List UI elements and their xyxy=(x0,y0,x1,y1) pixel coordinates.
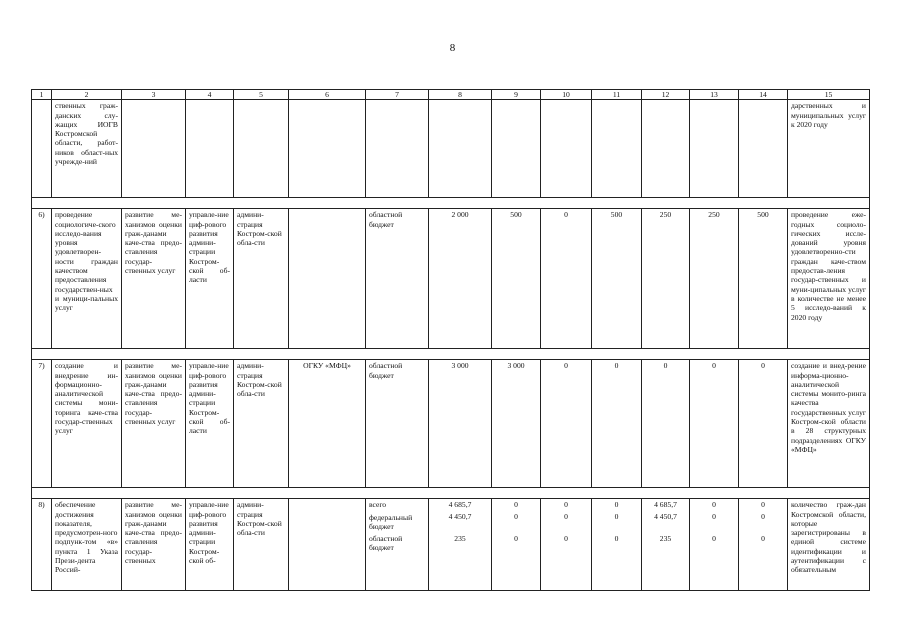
funding-year: 250 xyxy=(642,209,690,349)
continuation-name: ственных граж-данских слу-жащих ИОГВ Костромской области, работ-ников област-ных учрежде-ний xyxy=(52,100,122,198)
funding-year: 235 xyxy=(659,533,672,543)
header-cell: 2 xyxy=(52,90,122,100)
funding-source-cell xyxy=(366,499,429,591)
funding-source: областной бюджет xyxy=(366,360,429,488)
header-cell: 8 xyxy=(429,90,492,100)
continuation-row xyxy=(32,100,870,198)
responsible-body: управле-ние циф-рового развития админи-страции Костром-ской об- xyxy=(186,499,234,591)
funding-total: 2 000 xyxy=(429,209,492,349)
funding-source: областной бюджет xyxy=(366,209,429,349)
measure-direction: развитие ме-ханизмов оценки граж-данами каче-ства предо-ставления государ-ственных xyxy=(122,499,186,591)
header-cell: 12 xyxy=(642,90,690,100)
expected-result: количество граж-дан Костромской области, которые зарегистрированы в единой системе идентификации и аутентификации с обязательным xyxy=(788,499,870,591)
funding-source: федеральный бюджет xyxy=(369,512,413,531)
header-cell: 7 xyxy=(366,90,429,100)
funding-total-cell xyxy=(429,499,492,591)
funding-year: 4 450,7 xyxy=(654,511,677,521)
header-cell: 10 xyxy=(541,90,592,100)
funding-year: 0 xyxy=(712,511,716,521)
header-cell: 14 xyxy=(739,90,788,100)
funding-year: 0 xyxy=(514,511,518,521)
funding-total: 235 xyxy=(454,533,466,543)
row-number: 8) xyxy=(32,499,52,591)
funding-year: 0 xyxy=(614,533,619,543)
funding-year: 0 xyxy=(564,500,568,510)
row-number: 6) xyxy=(32,209,52,349)
measure-name: проведение социологиче-ского исследо-вания уровня удовлетворен-ности граждан качеством предоставления государствен-ных и муници-пальных услуг xyxy=(52,209,122,349)
funding-year: 250 xyxy=(690,209,739,349)
funding-year: 0 xyxy=(739,360,788,488)
funding-year: 0 xyxy=(761,500,765,510)
measure-name: создание и внедрение ин-формационно-аналитической системы мони-торинга каче-ства государ-ственных услуг xyxy=(52,360,122,488)
funding-total: 3 000 xyxy=(429,360,492,488)
header-cell: 5 xyxy=(234,90,289,100)
expected-result: создание и внед-рение информа-ционно-аналитической системы монито-ринга качества государственных услуг Костром-ской области в 28 структурных подразделениях ОГКУ «МФЦ» xyxy=(788,360,870,488)
funding-year: 0 xyxy=(712,533,716,543)
expected-result: проведение еже-годных социоло-гических иссле-дований уровня удовлетворенно-сти граждан каче-ством предостав-ления государ-ственных и муни-ципальных услуг в количестве не менее 5 исследо-ваний к 2020 году xyxy=(788,209,870,349)
funding-source: областной бюджет xyxy=(369,534,403,553)
funding-year: 0 xyxy=(642,360,690,488)
responsible-body: управле-ние циф-рового развития админи-страции Костром-ской об-ласти xyxy=(186,360,234,488)
funding-year: 0 xyxy=(690,360,739,488)
funding-year: 0 xyxy=(514,500,518,510)
measure-name: обеспечение достижения показателя, предусмотрен-ного подпунк-том «в» пункта 1 Указа Прези-дента Россий- xyxy=(52,499,122,591)
funding-year: 0 xyxy=(564,533,568,543)
partner: ОГКУ «МФЦ» xyxy=(289,360,366,488)
executor: админи-страция Костром-ской обла-сти xyxy=(234,360,289,488)
funding-total: 4 450,7 xyxy=(448,511,472,521)
row-number: 7) xyxy=(32,360,52,488)
header-row xyxy=(32,90,870,100)
funding-year: 0 xyxy=(541,209,592,349)
partner xyxy=(289,209,366,349)
funding-year: 0 xyxy=(541,360,592,488)
header-cell: 11 xyxy=(592,90,642,100)
executor: админи-страция Костром-ской обла-сти xyxy=(234,209,289,349)
header-cell: 3 xyxy=(122,90,186,100)
funding-year: 0 xyxy=(761,533,765,543)
measure-direction: развитие ме-ханизмов оценки граж-данами каче-ства предо-ставления государ-ственных услуг xyxy=(122,360,186,488)
funding-source: всего xyxy=(369,500,387,510)
partner xyxy=(289,499,366,591)
funding-year: 4 685,7 xyxy=(654,500,677,510)
continuation-result: дарственных и муниципальных услуг к 2020 году xyxy=(788,100,870,198)
executor: админи-страция Костром-ской обла-сти xyxy=(234,499,289,591)
header-cell: 9 xyxy=(492,90,541,100)
header-cell: 4 xyxy=(186,90,234,100)
page-number: 8 xyxy=(449,42,456,54)
funding-year: 500 xyxy=(739,209,788,349)
funding-year: 500 xyxy=(492,209,541,349)
funding-year: 0 xyxy=(614,511,619,521)
funding-year: 0 xyxy=(614,500,619,510)
responsible-body: управле-ние циф-рового развития админи-страции Костром-ской об-ласти xyxy=(186,209,234,349)
funding-year: 0 xyxy=(514,533,518,543)
funding-total: 4 685,7 xyxy=(448,500,472,510)
table-row xyxy=(32,209,870,349)
header-cell: 13 xyxy=(690,90,739,100)
header-cell: 6 xyxy=(289,90,366,100)
funding-year: 0 xyxy=(712,500,716,510)
measure-direction: развитие ме-ханизмов оценки граж-данами каче-ства предо-ставления государ-ственных услуг xyxy=(122,209,186,349)
header-cell: 15 xyxy=(788,90,870,100)
funding-year: 0 xyxy=(761,511,765,521)
funding-year: 500 xyxy=(592,209,642,349)
measures-table xyxy=(31,89,870,591)
funding-year: 0 xyxy=(564,511,568,521)
funding-year: 3 000 xyxy=(492,360,541,488)
table-row xyxy=(32,499,870,591)
funding-year: 0 xyxy=(592,360,642,488)
header-cell: 1 xyxy=(32,90,52,100)
table-row xyxy=(32,360,870,488)
